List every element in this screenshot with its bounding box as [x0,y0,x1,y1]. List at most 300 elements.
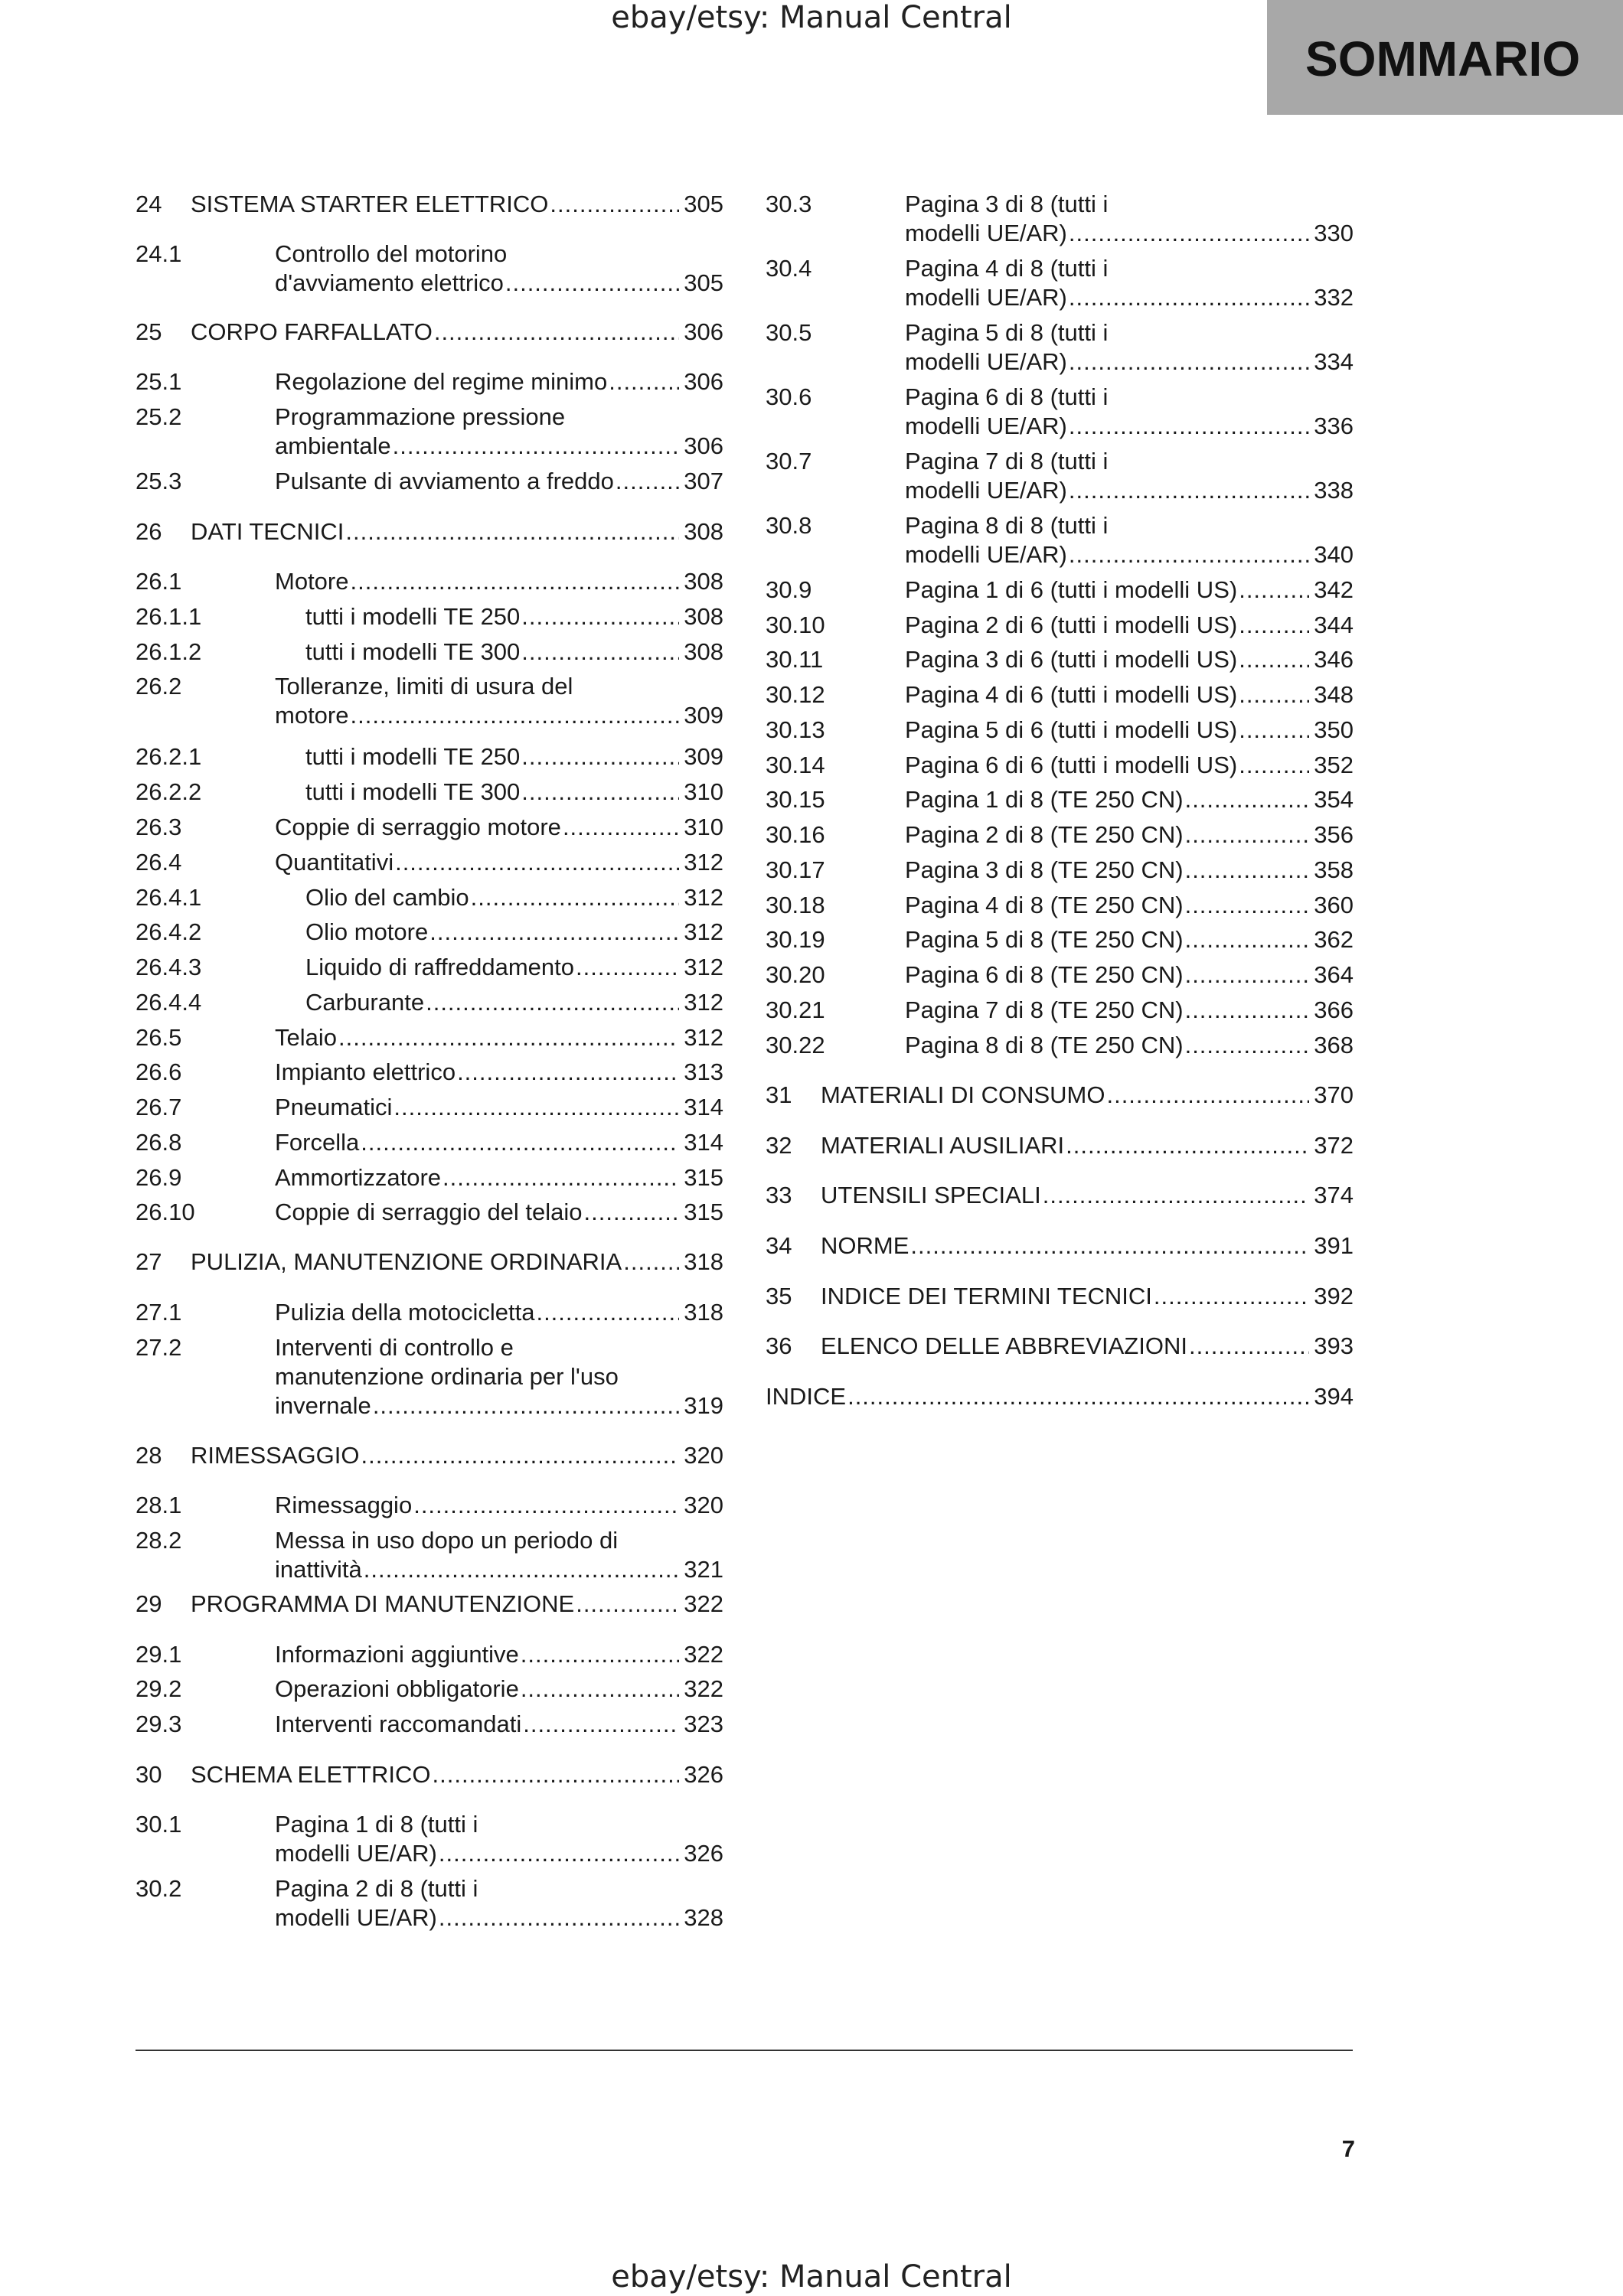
toc-entry-title: CORPO FARFALLATO [191,318,433,345]
toc-entry-page: 326 [684,1761,723,1788]
toc-entry-page: 306 [684,368,723,395]
dot-leader [471,883,680,912]
toc-entry-page: 305 [684,269,723,296]
toc-entry-number: 30.21 [766,996,825,1023]
toc-entry[interactable] [766,1081,1354,1110]
toc-entry[interactable] [136,988,723,1017]
toc-entry-page: 323 [684,1711,723,1737]
dot-leader [910,1231,1309,1261]
toc-entry-page: 364 [1314,961,1354,988]
dot-leader [364,1555,680,1584]
toc-entry-number: 29.2 [136,1675,182,1702]
toc-entry-number: 28.1 [136,1492,182,1518]
dot-leader [361,1441,679,1470]
toc-entry[interactable] [766,680,1354,709]
toc-entry-title: Pagina 8 di 8 (TE 250 CN) [905,1032,1184,1058]
toc-entry-number: 27.2 [136,1334,182,1361]
toc-entry-number: 30.4 [766,255,812,282]
dot-leader [1185,820,1310,850]
toc-entry-page: 305 [684,191,723,217]
toc-entry-page: 360 [1314,892,1354,918]
toc-entry-page: 309 [684,743,723,770]
toc-entry-page: 391 [1314,1232,1354,1259]
toc-entry-number: 30.7 [766,448,812,475]
toc-entry-page: 308 [684,568,723,595]
toc-entry-number: 26.4.2 [136,918,202,945]
toc-entry[interactable] [766,1282,1354,1311]
toc-entry-title: Pagina 3 di 8 (tutti i [905,191,1109,217]
toc-entry-number: 26.1.2 [136,638,202,665]
toc-entry-number: 28.2 [136,1527,182,1554]
toc-entry-page: 319 [684,1392,723,1419]
toc-entry-title: Regolazione del regime minimo [275,368,608,395]
toc-entry-title: tutti i modelli TE 300 [305,778,521,805]
toc-entry[interactable] [766,447,1354,505]
toc-entry-page: 320 [684,1442,723,1469]
dot-leader [439,1839,679,1868]
toc-entry-number: 36 [766,1332,792,1359]
toc-entry-number: 30.22 [766,1032,825,1058]
toc-entry-number: 30.8 [766,512,812,539]
toc-entry-page: 314 [684,1094,723,1120]
toc-entry-title: Rimessaggio [275,1492,413,1518]
toc-entry-number: 26.2.1 [136,743,202,770]
toc-entry-page: 312 [684,989,723,1016]
toc-entry[interactable] [136,517,723,546]
toc-entry-number: 30.17 [766,856,825,883]
dot-leader [361,1128,679,1157]
toc-entry[interactable] [136,403,723,461]
toc-entry-title: d'avviamento elettrico [275,269,504,296]
toc-entry-page: 344 [1314,612,1354,638]
toc-entry-number: 26.5 [136,1024,182,1051]
dot-leader [623,1247,679,1277]
dot-leader [1069,412,1309,441]
dot-leader [521,1675,679,1704]
toc-entry-page: 326 [684,1840,723,1867]
dot-leader [521,778,679,807]
toc-entry[interactable] [766,383,1354,441]
toc-entry-number: 26.6 [136,1058,182,1085]
toc-entry-number: 32 [766,1132,792,1159]
toc-entry-number: 30.11 [766,646,824,673]
toc-entry-title: Pagina 7 di 8 (TE 250 CN) [905,996,1184,1023]
toc-entry-page: 312 [684,918,723,945]
toc-entry-page: 342 [1314,576,1354,603]
toc-entry[interactable] [136,918,723,947]
toc-entry-title: UTENSILI SPECIALI [821,1182,1041,1208]
toc-entry-number: 24 [136,191,162,217]
toc-entry-page: 362 [1314,926,1354,953]
dot-leader [433,1760,680,1789]
toc-entry-title: INDICE DEI TERMINI TECNICI [821,1283,1152,1309]
toc-entry[interactable] [766,511,1354,569]
toc-entry-title: Controllo del motorino [275,240,508,267]
toc-entry-title: Tolleranze, limiti di usura del [275,673,573,700]
toc-entry-title: Coppie di serraggio del telaio [275,1199,583,1225]
dot-leader [1239,751,1309,780]
toc-entry-page: 315 [684,1164,723,1191]
toc-entry[interactable] [766,190,1354,248]
toc-entry-title: manutenzione ordinaria per l'uso [275,1363,619,1390]
toc-entry[interactable] [136,1333,723,1420]
toc-entry[interactable] [136,953,723,982]
toc-entry[interactable] [766,785,1354,814]
toc-entry[interactable] [136,1526,723,1584]
dot-leader [373,1391,679,1420]
toc-entry-title: ELENCO DELLE ABBREVIAZIONI [821,1332,1187,1359]
toc-entry-page: 318 [684,1248,723,1275]
toc-entry[interactable] [766,318,1354,377]
toc-entry-title: Olio del cambio [305,884,469,911]
dot-leader [1185,996,1310,1025]
dot-leader [521,638,679,667]
dot-leader [1106,1081,1309,1110]
toc-entry[interactable] [766,1031,1354,1060]
toc-entry[interactable] [766,960,1354,990]
dot-leader [1069,219,1309,248]
toc-entry-page: 312 [684,884,723,911]
toc-entry-number: 26.9 [136,1164,182,1191]
toc-entry[interactable] [136,318,723,347]
toc-entry-title: modelli UE/AR) [905,220,1067,246]
toc-entry-page: 321 [684,1556,723,1583]
toc-entry-number: 34 [766,1232,792,1259]
dot-leader [338,1023,679,1052]
toc-entry-page: 368 [1314,1032,1354,1058]
toc-entry-title: Pagina 1 di 8 (tutti i [275,1811,478,1838]
toc-entry-page: 372 [1314,1132,1354,1159]
toc-entry-number: 25.2 [136,403,182,430]
toc-entry-page: 308 [684,518,723,545]
toc-entry-title: Quantitativi [275,849,394,876]
toc-entry-number: 30.5 [766,319,812,346]
toc-entry[interactable] [766,751,1354,780]
toc-entry-number: 26.4 [136,849,182,876]
toc-entry[interactable] [766,716,1354,745]
dot-leader [395,848,679,877]
dot-leader [584,1198,680,1227]
toc-entry-number: 25.1 [136,368,182,395]
dot-leader [521,1640,679,1669]
dot-leader [1069,347,1309,377]
dot-leader [847,1382,1309,1411]
toc-entry[interactable] [136,1441,723,1470]
toc-entry-title: Coppie di serraggio motore [275,814,561,840]
dot-leader [1185,960,1310,990]
toc-entry-page: 322 [684,1675,723,1702]
toc-entry-title: Pagina 3 di 8 (TE 250 CN) [905,856,1184,883]
toc-entry-title: Motore [275,568,349,595]
toc-entry-title: Pagina 6 di 8 (tutti i [905,383,1109,410]
dot-leader [1069,540,1309,569]
toc-entry-number: 26 [136,518,162,545]
toc-entry-number: 30.9 [766,576,812,603]
watermark-bottom: ebay/etsy: Manual Central [611,2259,1012,2294]
toc-entry[interactable] [136,240,723,298]
toc-entry-title: Pagina 2 di 6 (tutti i modelli US) [905,612,1238,638]
toc-entry-number: 30.10 [766,612,825,638]
toc-entry-title: Pagina 1 di 8 (TE 250 CN) [905,786,1184,813]
toc-entry-page: 366 [1314,996,1354,1023]
toc-entry-title: Pagina 2 di 8 (tutti i [275,1875,478,1902]
toc-entry-page: 330 [1314,220,1354,246]
toc-entry-page: 358 [1314,856,1354,883]
toc-entry-number: 35 [766,1283,792,1309]
toc-entry-page: 310 [684,778,723,805]
dot-leader [1185,856,1310,885]
toc-entry-title: modelli UE/AR) [275,1840,437,1867]
toc-entry-title: Pagina 4 di 8 (tutti i [905,255,1109,282]
toc-entry[interactable] [766,996,1354,1025]
toc-entry-page: 356 [1314,821,1354,848]
toc-entry-number: 29 [136,1590,162,1617]
dot-leader [1069,283,1309,312]
toc-entry-title: Telaio [275,1024,337,1051]
toc-entry[interactable] [136,1298,723,1327]
dot-leader [576,953,679,982]
toc-entry-number: 26.8 [136,1129,182,1156]
toc-entry-page: 322 [684,1641,723,1668]
toc-entry[interactable] [766,891,1354,920]
toc-entry-title: Pagina 5 di 8 (TE 250 CN) [905,926,1184,953]
toc-entry[interactable] [136,1675,723,1704]
toc-entry-title: RIMESSAGGIO [191,1442,360,1469]
toc-entry-title: ambientale [275,432,391,459]
toc-entry-title: Liquido di raffreddamento [305,954,575,980]
toc-entry[interactable] [766,820,1354,850]
toc-entry-number: 25 [136,318,162,345]
toc-entry[interactable] [136,1198,723,1227]
toc-entry[interactable] [136,567,723,596]
toc-entry-page: 308 [684,603,723,630]
toc-entry[interactable] [766,254,1354,312]
dot-leader [521,602,679,631]
dot-leader [521,742,679,771]
toc-entry[interactable] [136,1590,723,1619]
dot-leader [439,1903,679,1932]
toc-entry-title: MATERIALI DI CONSUMO [821,1081,1105,1108]
toc-entry[interactable] [136,1810,723,1868]
toc-entry-title: Pulizia della motocicletta [275,1299,535,1326]
toc-entry-page: 309 [684,702,723,729]
toc-entry-title: Forcella [275,1129,360,1156]
toc-entry-number: 30 [136,1761,162,1788]
toc-entry-title: Pagina 4 di 6 (tutti i modelli US) [905,681,1238,708]
toc-entry-title: modelli UE/AR) [905,541,1067,568]
dot-leader [536,1298,679,1327]
footer-divider [136,2050,1353,2051]
toc-entry-page: 315 [684,1199,723,1225]
dot-leader [457,1058,679,1087]
toc-entry-number: 30.14 [766,752,825,778]
dot-leader [394,1093,679,1122]
dot-leader [576,1590,679,1619]
toc-entry-title: modelli UE/AR) [905,477,1067,504]
toc-entry-page: 336 [1314,413,1354,439]
toc-entry-page: 348 [1314,681,1354,708]
toc-entry[interactable] [136,1023,723,1052]
toc-entry-title: Pagina 6 di 8 (TE 250 CN) [905,961,1184,988]
toc-entry[interactable] [136,1710,723,1739]
toc-entry-page: 374 [1314,1182,1354,1208]
toc-entry-title: tutti i modelli TE 250 [305,603,521,630]
toc-entry-page: 350 [1314,716,1354,743]
toc-entry-title: Pagina 7 di 8 (tutti i [905,448,1109,475]
toc-entry[interactable] [136,367,723,396]
dot-leader [426,988,679,1017]
toc-entry-title: invernale [275,1392,371,1419]
toc-entry[interactable] [766,1231,1354,1261]
toc-entry-title: INDICE [766,1383,847,1410]
toc-entry-page: 312 [684,849,723,876]
toc-entry[interactable] [136,848,723,877]
toc-entry-number: 26.7 [136,1094,182,1120]
toc-entry[interactable] [766,925,1354,954]
dot-leader [442,1163,679,1192]
toc-entry-title: motore [275,702,349,729]
toc-entry-number: 30.12 [766,681,825,708]
toc-entry-page: 370 [1314,1081,1354,1108]
toc-entry-number: 30.6 [766,383,812,410]
toc-entry[interactable] [766,611,1354,640]
toc-entry-number: 26.3 [136,814,182,840]
dot-leader [1185,925,1310,954]
toc-entry[interactable] [136,813,723,842]
toc-entry-page: 320 [684,1492,723,1518]
toc-entry[interactable] [136,1093,723,1122]
toc-entry[interactable] [136,190,723,219]
toc-entry[interactable] [136,1491,723,1520]
toc-entry-page: 318 [684,1299,723,1326]
dot-leader [1239,680,1309,709]
toc-entry[interactable] [136,1128,723,1157]
dot-leader [1185,785,1310,814]
toc-entry-page: 308 [684,638,723,665]
toc-entry-title: MATERIALI AUSILIARI [821,1132,1065,1159]
toc-entry[interactable] [766,645,1354,674]
dot-leader [350,567,679,596]
dot-leader [1239,716,1309,745]
toc-entry-page: 392 [1314,1283,1354,1309]
toc-entry-page: 312 [684,1024,723,1051]
toc-entry-page: 306 [684,318,723,345]
toc-entry-title: SCHEMA ELETTRICO [191,1761,431,1788]
dot-leader [1154,1282,1309,1311]
toc-entry[interactable] [136,638,723,667]
toc-entry-title: Informazioni aggiuntive [275,1641,519,1668]
toc-entry-page: 354 [1314,786,1354,813]
toc-entry-number: 26.4.3 [136,954,202,980]
dot-leader [505,269,679,298]
toc-entry-title: Pagina 5 di 6 (tutti i modelli US) [905,716,1238,743]
toc-entry-number: 30.13 [766,716,825,743]
toc-entry-number: 26.1.1 [136,603,202,630]
toc-entry-number: 30.1 [136,1811,182,1838]
toc-entry[interactable] [136,1247,723,1277]
toc-entry-title: Carburante [305,989,425,1016]
dot-leader [1185,891,1310,920]
toc-entry-page: 328 [684,1904,723,1931]
toc-entry-page: 314 [684,1129,723,1156]
toc-entry-page: 312 [684,954,723,980]
toc-entry-page: 393 [1314,1332,1354,1359]
toc-entry[interactable] [766,1181,1354,1210]
toc-entry[interactable] [766,856,1354,885]
toc-entry-number: 27.1 [136,1299,182,1326]
toc-entry-page: 346 [1314,646,1354,673]
toc-entry-page: 394 [1314,1383,1354,1410]
toc-entry-title: Pagina 4 di 8 (TE 250 CN) [905,892,1184,918]
toc-entry-number: 31 [766,1081,792,1108]
toc-entry-number: 27 [136,1248,162,1275]
dot-leader [523,1710,679,1739]
toc-entry-title: Pagina 1 di 6 (tutti i modelli US) [905,576,1238,603]
toc-entry-number: 30.15 [766,786,825,813]
toc-entry-title: PROGRAMMA DI MANUTENZIONE [191,1590,575,1617]
toc-entry[interactable] [766,1332,1354,1361]
toc-entry[interactable] [136,883,723,912]
dot-leader [1239,611,1309,640]
toc-entry[interactable] [136,1760,723,1789]
toc-entry[interactable] [766,576,1354,605]
toc-entry-page: 332 [1314,284,1354,311]
toc-entry-title: inattività [275,1556,362,1583]
toc-entry[interactable] [136,602,723,631]
toc-entry[interactable] [136,742,723,771]
toc-entry[interactable] [136,1874,723,1932]
toc-entry[interactable] [136,467,723,496]
toc-entry[interactable] [766,1382,1354,1411]
toc-entry-page: 306 [684,432,723,459]
toc-entry[interactable] [136,1058,723,1087]
toc-entry[interactable] [136,778,723,807]
toc-entry[interactable] [136,1163,723,1192]
toc-entry-title: Pneumatici [275,1094,393,1120]
toc-entry-title: Pagina 8 di 8 (tutti i [905,512,1109,539]
toc-entry[interactable] [136,672,723,730]
toc-entry-title: SISTEMA STARTER ELETTRICO [191,191,549,217]
toc-entry-title: PULIZIA, MANUTENZIONE ORDINARIA [191,1248,622,1275]
dot-leader [609,367,679,396]
dot-leader [1043,1181,1310,1210]
section-tab: SOMMARIO [1267,0,1623,115]
dot-leader [429,918,679,947]
toc-entry-title: modelli UE/AR) [905,413,1067,439]
dot-leader [563,813,679,842]
dot-leader [1189,1332,1309,1361]
toc-entry-number: 25.3 [136,468,182,494]
toc-entry-title: Pulsante di avviamento a freddo [275,468,614,494]
toc-entry[interactable] [766,1131,1354,1160]
dot-leader [616,467,679,496]
toc-entry-page: 334 [1314,348,1354,375]
dot-leader [1239,645,1309,674]
toc-entry-number: 29.3 [136,1711,182,1737]
toc-entry-title: Programmazione pressione [275,403,566,430]
toc-entry[interactable] [136,1640,723,1669]
toc-entry-title: tutti i modelli TE 250 [305,743,521,770]
toc-entry-title: Operazioni obbligatorie [275,1675,519,1702]
toc-entry-title: Pagina 2 di 8 (TE 250 CN) [905,821,1184,848]
toc-entry-number: 30.2 [136,1875,182,1902]
toc-entry-title: Impianto elettrico [275,1058,456,1085]
dot-leader [413,1491,679,1520]
toc-entry-number: 26.4.4 [136,989,202,1016]
toc-entry-number: 30.3 [766,191,812,217]
toc-entry-title: Ammortizzatore [275,1164,442,1191]
toc-entry-number: 30.19 [766,926,825,953]
